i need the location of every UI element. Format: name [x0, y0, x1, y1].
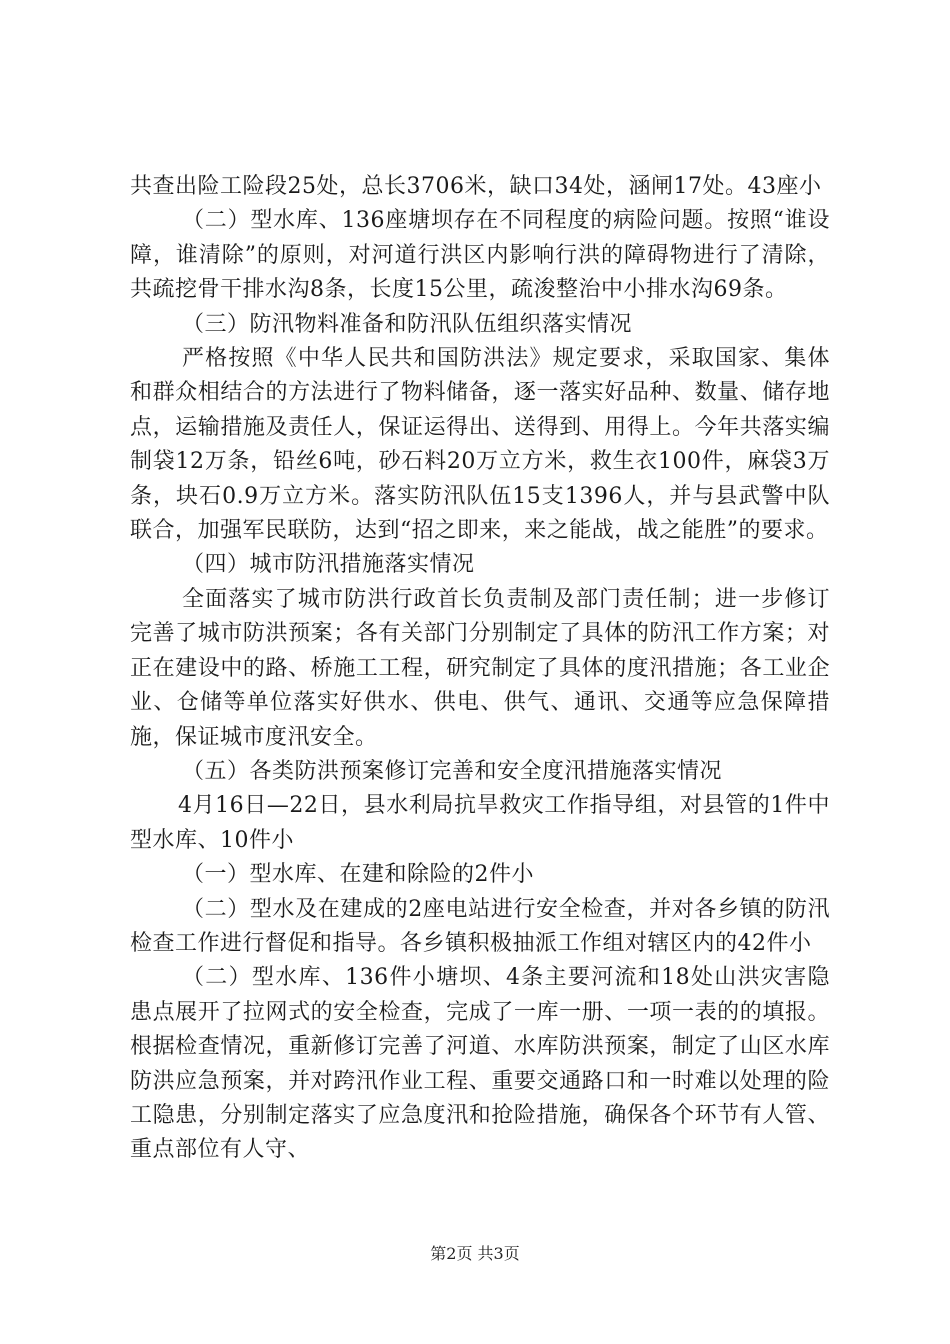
- paragraph-10: （二）型水及在建成的2座电站进行安全检查，并对各乡镇的防汛检查工作进行督促和指导。各乡镇积极抽派工作组对辖区内的42件小: [130, 896, 830, 956]
- paragraph-2: （二）型水库、136座塘坝存在不同程度的病险问题。按照“谁设障，谁清除”的原则，对河道行洪区内影响行洪的障碍物进行了清除，共疏挖骨干排水沟8条，长度15公里，疏浚整治中小排水沟69条。: [130, 208, 830, 303]
- section-heading-3: （三）防汛物料准备和防汛队伍组织落实情况: [182, 311, 633, 337]
- section-heading-4: （四）城市防汛措施落实情况: [182, 552, 475, 578]
- paragraph-8: 4月16日—22日，县水利局抗旱救灾工作指导组，对县管的1件中型水库、10件小: [130, 793, 830, 853]
- paragraph-1: 共查出险工险段25处，总长3706米，缺口34处，涵闸17处。43座小: [130, 174, 822, 199]
- paragraph-11: （二）型水库、136件小塘坝、4条主要河流和18处山洪灾害隐患点展开了拉网式的安全检查，完成了一库一册、一项一表的的填报。根据检查情况，重新修订完善了河道、水库防洪预案，制定了山区水库防洪应急预案，并对跨汛作业工程、重要交通路口和一时难以处理的险工隐患，分别制定落实了应急度汛和抢险措施，确保各个环节有人管、重点部位有人守、: [130, 965, 830, 1163]
- paragraph-9: （一）型水库、在建和除险的2件小: [182, 862, 534, 888]
- document-body: [130, 170, 830, 1168]
- section-heading-5: （五）各类防洪预案修订完善和安全度汛措施落实情况: [182, 758, 723, 784]
- paragraph-4: 严格按照《中华人民共和国防洪法》规定要求，采取国家、集体和群众相结合的方法进行了物料储备，逐一落实好品种、数量、储存地点，运输措施及责任人，保证运得出、送得到、用得上。今年共落实编制袋12万条，铅丝6吨，砂石料20万立方米，救生衣100件，麻袋3万条，块石0.9万立方米。落实防汛队伍15支1396人，并与县武警中队联合，加强军民联防，达到“招之即来，来之能战，战之能胜”的要求。: [130, 346, 830, 544]
- page-footer: 第2页 共3页: [430, 1244, 520, 1263]
- paragraph-6: 全面落实了城市防洪行政首长负责制及部门责任制；进一步修订完善了城市防洪预案；各有关部门分别制定了具体的防汛工作方案；对正在建设中的路、桥施工工程，研究制定了具体的度汛措施；各工业企业、仓储等单位落实好供水、供电、供气、通讯、交通等应急保障措施，保证城市度汛安全。: [130, 586, 830, 750]
